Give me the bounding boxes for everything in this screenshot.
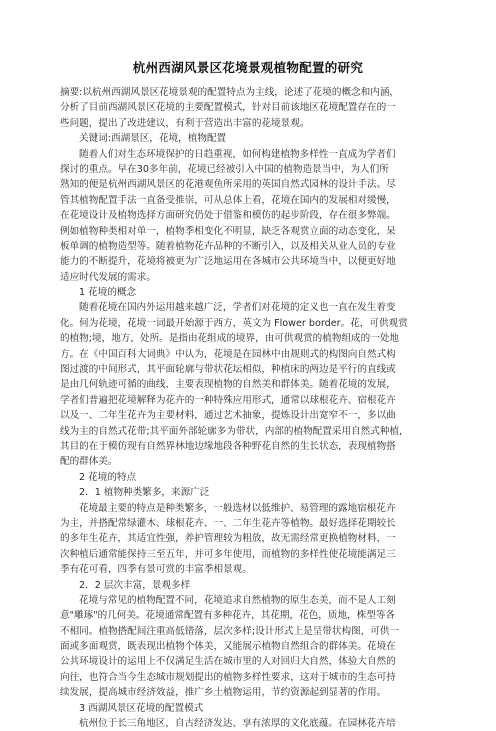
text-line: 的植物;境，地方，处所。是指由花组成的境界，由可供观赏的植物组成的一处地 xyxy=(60,333,400,345)
text-line: 板单调的植物造型等。随着植物花卉品种的不断引入，以及相关从业人员的专业 xyxy=(60,240,396,252)
text-line: 以及一、二年生花卉为主要材料，通过艺术抽象，提炼设计出宽窄不一，多以曲 xyxy=(60,410,396,422)
text-line: 其目的在于模仿现有自然界林地边缘地段各种野花自然的生长状态，表现植物搭 xyxy=(60,440,396,452)
text-line: 2 花境的特点 xyxy=(79,471,137,483)
text-line: 例如植物种类相对单一，植物季相变化不明显，缺乏各观赏立面的动态变化，呆 xyxy=(60,225,396,237)
text-line: 管其植物配置手法一直备受推崇，可从总体上看，花境在国内的发展相对缓慢， xyxy=(60,194,396,206)
text-line: 花境与常见的植物配置不同，花境追求自然植物的原生态美，而不是人工刻 xyxy=(79,594,396,606)
text-line: 关键词:西湖景区，花境，植物配置 xyxy=(79,133,227,145)
text-line: 学者们普遍把花境解释为花卉的一种特殊应用形式，通常以球根花卉、宿根花卉 xyxy=(60,394,396,406)
text-line: 公共环境设计的运用上不仅满足生活在城市里的人对回归大自然，体验大自然的 xyxy=(60,656,396,668)
text-line: 续发展，提高城市经济效益，推广乡土植物运用，节约资源起到显著的作用。 xyxy=(60,687,387,699)
text-line: 1 花境的概念 xyxy=(79,287,137,299)
text-line: 不相同。植物搭配间注重高低错落，层次多样;设计形式上是呈带状构图，可供一 xyxy=(60,625,400,637)
text-line: 方。在《中国百科大词典》中认为，花境是在园林中由规则式的构图向自然式构 xyxy=(60,348,396,360)
text-line: 分析了目前西湖风景区花境的主要配置模式，针对目前该地区花境配置存在的一 xyxy=(60,102,396,114)
text-line: 适应时代发展的需求。 xyxy=(60,271,156,283)
text-line: 面或多面观赏，既表现出植物个体美，又能展示植物自然组合的群体美。花境在 xyxy=(60,641,396,653)
text-line: 线为主的自然式花带;其平面外部轮廓多为带状，内部的植物配置采用自然式种植， xyxy=(60,425,409,437)
text-line: 能力的不断提升，花境将被更为广泛地运用在各城市公共环境当中，以便更好地 xyxy=(60,256,396,268)
text-line: 2．1 植物种类繁多，来源广泛 xyxy=(79,487,210,499)
text-line: 杭州位于长三角地区，自古经济发达、享有浓厚的文化底蕴。在园林花卉培 xyxy=(79,718,396,730)
text-line: 图过渡的中间形式，其平面轮廓与带状花坛相似，种植床的两边是平行的直线或 xyxy=(60,364,396,376)
text-line: 意"雕琢"的几何美。花境通常配置有多种花卉，其花期，花色，质地，株型等各 xyxy=(60,610,396,622)
document-body xyxy=(60,85,440,731)
page-title: 杭州西湖风景区花境景观植物配置的研究 xyxy=(132,60,364,75)
text-line: 向往，也符合当今生态城市规划提出的植物多样性要求，这对于城市的生态可持 xyxy=(60,671,396,683)
text-line: 随着人们对生态环境保护的日趋重视，如何构建植物多样性一直成为学者们 xyxy=(79,148,396,160)
text-line: 是由几何轨迹可循的曲线，主要表现植物的自然美和群体美。随着花境的发展， xyxy=(60,379,396,391)
text-line: 2．2 层次丰富，景观多样 xyxy=(79,579,191,591)
text-line: 次种植后通常能保持三至五年，并可多年使用，而植物的多样性使花境能满足三 xyxy=(60,548,396,560)
text-line: 在花境设计及植物选择方面研究仍处于借鉴和模仿的起步阶段，存在很多弊端。 xyxy=(60,210,396,222)
text-line: 熟知的便是杭州西湖风景区的花港观鱼所采用的英国自然式园林的设计手法。尽 xyxy=(60,179,396,191)
text-line: 季有花可看，四季有景可赏的丰富季相景观。 xyxy=(60,564,252,576)
text-line: 的多年生花卉，其适宜性强，养护管理较为粗放，故无需经常更换植物材料，一 xyxy=(60,533,396,545)
text-line: 花境最主要的特点是种类繁多，一般选材以低维护、易管理的露地宿根花卉 xyxy=(79,502,396,514)
text-line: 为主，并搭配常绿灌木、球根花卉、一、二年生花卉等植物。最好选择花期较长 xyxy=(60,517,396,529)
text-line: 3 西湖风景区花境的配置模式 xyxy=(79,702,204,714)
text-line: 探讨的重点。早在30多年前，花境已经被引入中国的植物造景当中，为人们所 xyxy=(60,163,389,175)
text-line: 配的群体美。 xyxy=(60,456,118,468)
text-line: 摘要:以杭州西湖风景区花境景观的配置特点为主线，论述了花境的概念和内涵， xyxy=(60,87,400,98)
text-line: 化。何为花境，花境一词最开始源于西方，英文为 Flower border。花，可供观赏 xyxy=(60,317,408,329)
text-line: 些问题，提出了改进建议，有利于营造出丰富的花境景观。 xyxy=(60,117,310,129)
text-line: 随着花境在国内外运用越来越广泛，学者们对花境的定义也一直在发生着变 xyxy=(79,302,396,314)
